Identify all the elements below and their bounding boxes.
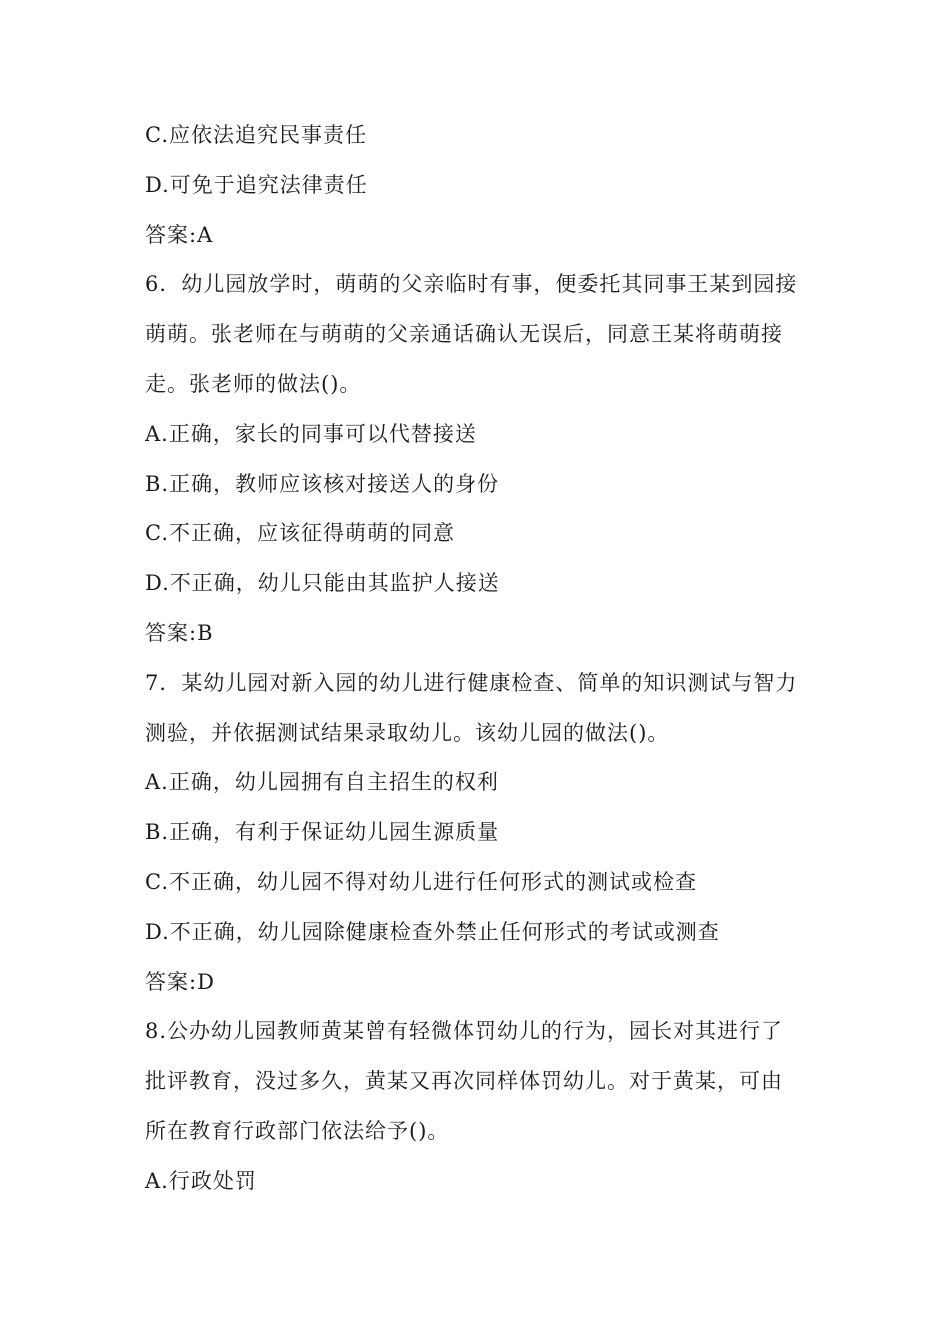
q6-stem-line-3: 走。张老师的做法()。 <box>145 371 362 396</box>
q5-option-c: C.应依法追究民事责任 <box>145 123 367 147</box>
q7-option-a: A.正确，幼儿园拥有自主招生的权利 <box>145 770 499 795</box>
q7-option-b: B.正确，有利于保证幼儿园生源质量 <box>145 820 500 845</box>
q6-option-d: D.不正确，幼儿只能由其监护人接送 <box>145 571 500 596</box>
document-body <box>145 117 815 1213</box>
q7-stem-line-1: 7．某幼儿园对新入园的幼儿进行健康检查、简单的知识测试与智力 <box>145 670 798 695</box>
q6-option-b: B.正确，教师应该核对接送人的身份 <box>145 471 500 496</box>
q7-option-c: C.不正确，幼儿园不得对幼儿进行任何形式的测试或检查 <box>145 869 697 894</box>
q6-option-a: A.正确，家长的同事可以代替接送 <box>145 421 477 446</box>
q5-option-d: D.可免于追究法律责任 <box>145 172 368 197</box>
q8-stem-line-2: 批评教育，没过多久，黄某又再次同样体罚幼儿。对于黄某，可由 <box>145 1069 783 1094</box>
q7-answer: 答案:D <box>145 969 215 994</box>
q5-answer: 答案:A <box>145 222 214 247</box>
q7-option-d: D.不正确，幼儿园除健康检查外禁止任何形式的考试或测查 <box>145 919 720 944</box>
q7-stem-line-2: 测验，并依据测试结果录取幼儿。该幼儿园的做法()。 <box>145 720 670 745</box>
q6-stem-line-2: 萌萌。张老师在与萌萌的父亲通话确认无误后，同意王某将萌萌接 <box>145 322 783 347</box>
q8-stem-line-1: 8.公办幼儿园教师黄某曾有轻微体罚幼儿的行为，园长对其进行了 <box>145 1019 784 1044</box>
q8-option-a: A.行政处罚 <box>145 1168 257 1193</box>
q6-option-c: C.不正确，应该征得萌萌的同意 <box>145 521 455 546</box>
q6-stem-line-1: 6．幼儿园放学时，萌萌的父亲临时有事，便委托其同事王某到园接 <box>145 272 798 297</box>
q8-stem-line-3: 所在教育行政部门依法给予()。 <box>145 1118 450 1143</box>
q6-answer: 答案:B <box>145 620 214 645</box>
